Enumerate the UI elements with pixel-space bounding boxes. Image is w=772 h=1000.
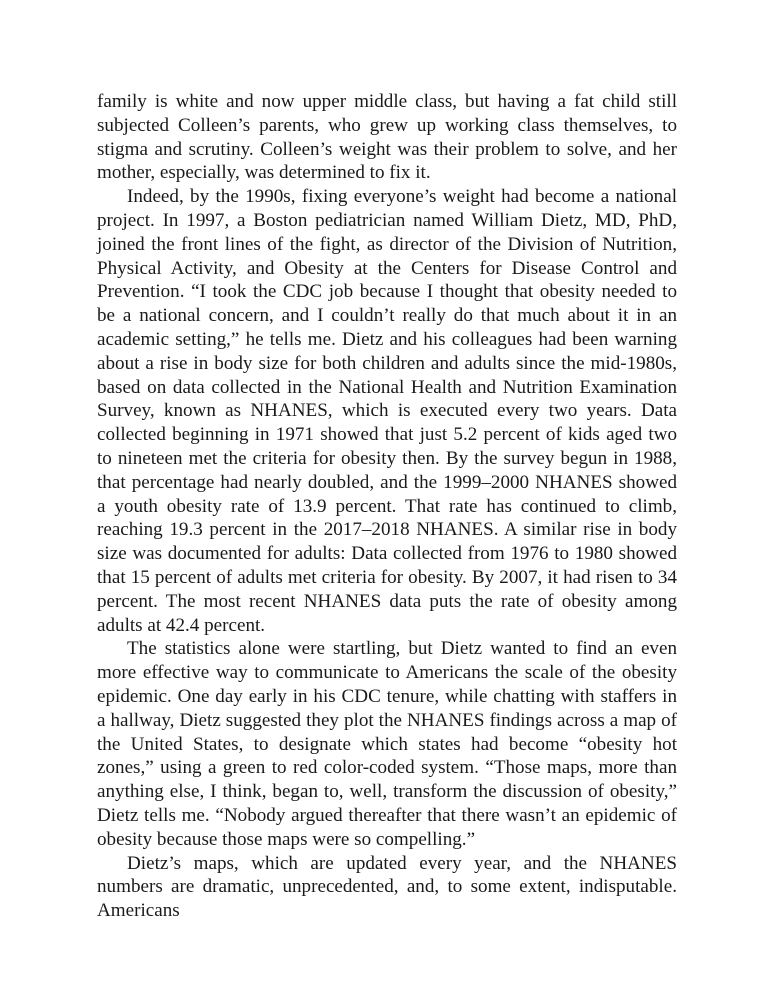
paragraph-4: Dietz’s maps, which are updated every year, and the NHANES numbers are dramatic, unprecedented, and, to some extent, indisputable. Americans [97,852,677,922]
paragraph-1: family is white and now upper middle class, but having a fat child still subjected Colleen’s parents, who grew up working class themselves, to stigma and scrutiny. Colleen’s weight was their problem to solve, and her mother, especially, was determined to fix it. [97,91,677,184]
paragraph-2: Indeed, by the 1990s, fixing everyone’s weight had become a national project. In 1997, a Boston pediatrician named William Dietz, MD, PhD, joined the front lines of the fight, as director of the Division of Nutrition, Physical Activity, and Obesity at the Centers for Disease Control and Prevention. “I took the CDC job because I thought that obesity needed to be a national concern, and I couldn’t really do that much about it in an academic setting,” he tells me. Dietz and his colleagues had been warning about a rise in body size for both children and adults since the mid-1980s, based on data collected in the National Health and Nutrition Examination Survey, known as NHANES, which is executed every two years. Data collected beginning in 1971 showed that just 5.2 percent of kids aged two to nineteen met the criteria for obesity then. By the survey begun in 1988, that percentage had nearly doubled, and the 1999–2000 NHANES showed a youth obesity rate of 13.9 percent. That rate has continued to climb, reaching 19.3 percent in the 2017–2018 NHANES. A similar rise in body size was documented for adults: Data collected from 1976 to 1980 showed that 15 percent of adults met criteria for obesity. By 2007, it had risen to 34 percent. The most recent NHANES data puts the rate of obesity among adults at 42.4 percent. [97,186,677,636]
paragraph-3: The statistics alone were startling, but Dietz wanted to find an even more effective way to communicate to Americans the scale of the obesity epidemic. One day early in his CDC tenure, while chatting with staffers in a hallway, Dietz suggested they plot the NHANES findings across a map of the United States, to designate which states had become “obesity hot zones,” using a green to red color-coded system. “Those maps, more than anything else, I think, began to, well, transform the discussion of obesity,” Dietz tells me. “Nobody argued thereafter that there wasn’t an epidemic of obesity because those maps were so compelling.” [97,638,677,850]
document-page [97,90,677,923]
